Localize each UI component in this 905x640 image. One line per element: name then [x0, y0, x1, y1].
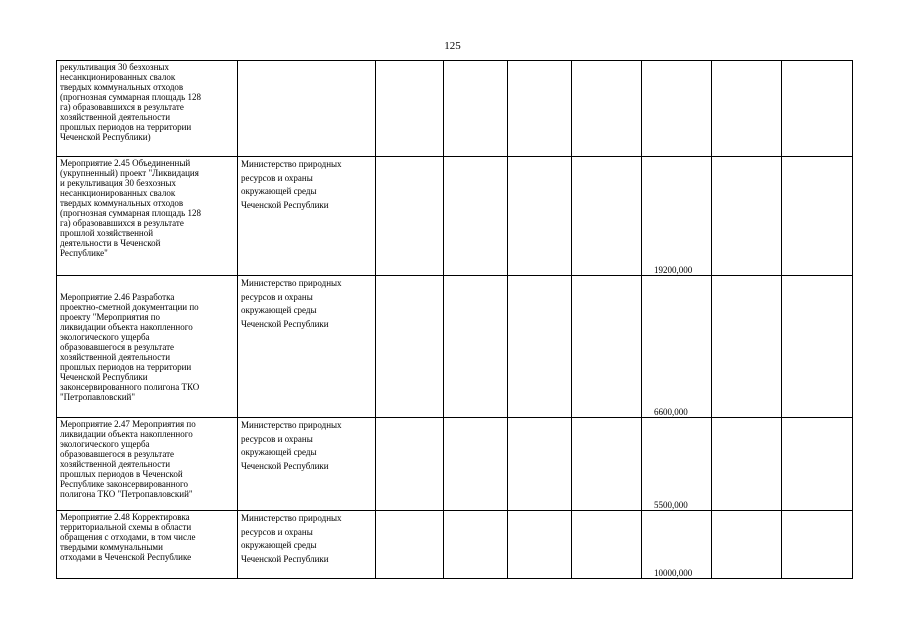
empty-cell [712, 157, 782, 276]
measure-description: рекультивация 30 безхозных несанкционированных свалок твердых коммунальных отходов (прогнозная суммарная площадь 128 га) образовавшихся в результате хозяйственной деятельности прошлых периодов на территории Чеченской Республики) [57, 61, 238, 157]
empty-cell [572, 511, 642, 579]
empty-cell [712, 511, 782, 579]
empty-cell [782, 157, 853, 276]
funding-amount [642, 61, 712, 157]
empty-cell [712, 276, 782, 418]
empty-cell [376, 511, 444, 579]
measure-description: Мероприятие 2.48 Корректировка территориальной схемы в области обращения с отходами, в том числе твердыми коммунальными отходами в Чеченской Республике [57, 511, 238, 579]
funding-amount: 10000,000 [642, 511, 712, 579]
empty-cell [508, 157, 572, 276]
empty-cell [572, 276, 642, 418]
empty-cell [572, 157, 642, 276]
funding-amount: 19200,000 [642, 157, 712, 276]
measure-description: Мероприятие 2.47 Мероприятия по ликвидации объекта накопленного экологического ущерба образовавшегося в результате хозяйственной деятельности прошлых периодов в Чеченской Республике законсервированного полигона ТКО "Петропавловский" [57, 418, 238, 511]
responsible-executor: Министерство природных ресурсов и охраны окружающей среды Чеченской Республики [238, 276, 376, 418]
responsible-executor: Министерство природных ресурсов и охраны окружающей среды Чеченской Республики [238, 157, 376, 276]
table-row [57, 61, 853, 157]
empty-cell [572, 418, 642, 511]
funding-amount: 6600,000 [642, 276, 712, 418]
responsible-executor: Министерство природных ресурсов и охраны окружающей среды Чеченской Республики [238, 418, 376, 511]
responsible-executor: Министерство природных ресурсов и охраны окружающей среды Чеченской Республики [238, 511, 376, 579]
table-row [57, 276, 853, 418]
empty-cell [376, 418, 444, 511]
empty-cell [508, 61, 572, 157]
empty-cell [444, 61, 508, 157]
program-table [56, 60, 853, 579]
empty-cell [508, 418, 572, 511]
empty-cell [444, 276, 508, 418]
empty-cell [712, 418, 782, 511]
empty-cell [782, 511, 853, 579]
empty-cell [376, 276, 444, 418]
measure-description: Мероприятие 2.45 Объединенный (укрупненный) проект "Ликвидация и рекультивация 30 безхозных несанкционированных свалок твердых коммунальных отходов (прогнозная суммарная площадь 128 га) образовавшихся в результате прошлой хозяйственной деятельности в Чеченской Республике" [57, 157, 238, 276]
empty-cell [376, 61, 444, 157]
measure-description: Мероприятие 2.46 Разработка проектно-сметной документации по проекту "Мероприятия по ликвидации объекта накопленного экологического ущерба образовавшегося в результате хозяйственной деятельности прошлых периодов на территории Чеченской Республики законсервированного полигона ТКО "Петропавловский" [57, 276, 238, 418]
empty-cell [376, 157, 444, 276]
empty-cell [444, 157, 508, 276]
table-row [57, 157, 853, 276]
page-number: 125 [444, 40, 461, 52]
empty-cell [444, 418, 508, 511]
table-row [57, 418, 853, 511]
empty-cell [782, 61, 853, 157]
empty-cell [782, 276, 853, 418]
responsible-executor [238, 61, 376, 157]
empty-cell [572, 61, 642, 157]
empty-cell [508, 276, 572, 418]
table-row [57, 511, 853, 579]
empty-cell [782, 418, 853, 511]
empty-cell [444, 511, 508, 579]
funding-amount: 5500,000 [642, 418, 712, 511]
empty-cell [712, 61, 782, 157]
empty-cell [508, 511, 572, 579]
